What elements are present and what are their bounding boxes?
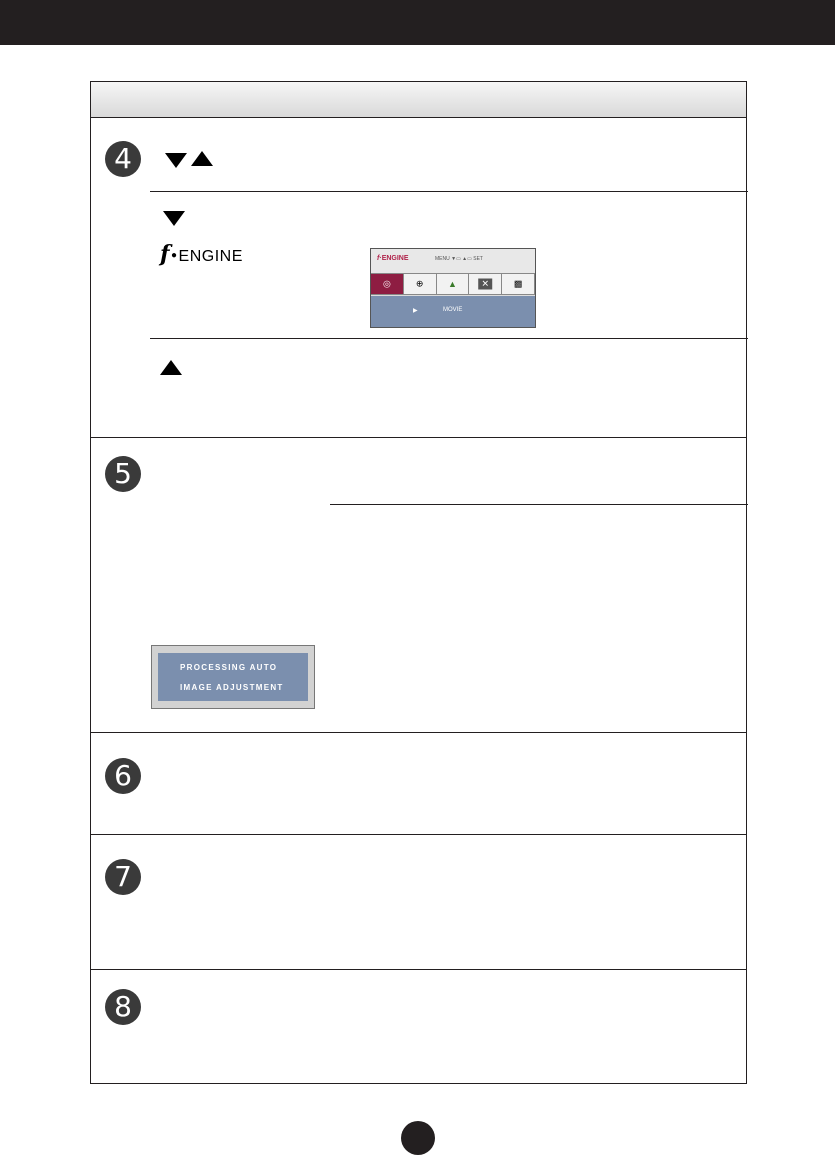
osd-brand-dot: ·: [379, 255, 382, 262]
osd-nav-hints: [435, 256, 483, 262]
processing-line-1: PROCESSING AUTO: [180, 663, 278, 672]
section-divider: [90, 969, 746, 970]
page-header-bar: [0, 0, 835, 45]
processing-panel: [158, 653, 308, 701]
fengine-f-glyph: f: [160, 241, 170, 267]
processing-line-2: IMAGE ADJUSTMENT: [180, 683, 284, 692]
sub-divider: [330, 504, 748, 505]
step-number-badge: 7: [105, 859, 141, 895]
osd-menu-label: MENU: [435, 256, 450, 262]
osd-pointer-icon: ▶: [413, 308, 418, 314]
section-divider: [90, 437, 746, 438]
osd-brand: [377, 255, 409, 262]
down-arrow-icon: [165, 153, 187, 168]
osd-title-row: [371, 249, 535, 273]
osd-mode-icons: [371, 273, 535, 295]
page-number-dot: [401, 1121, 435, 1155]
step-number-badge: 5: [105, 456, 141, 492]
osd-down-icon: ▼▭ ▲▭: [451, 256, 472, 262]
content-frame: [90, 81, 747, 1084]
contrast-icon: ▩: [502, 273, 535, 295]
close-icon: ✕: [469, 273, 502, 295]
osd-brand-word: ENGINE: [381, 255, 409, 262]
processing-osd-box: [151, 645, 315, 709]
fengine-osd-menu: [370, 248, 536, 328]
osd-selected-row: [371, 296, 535, 327]
section-divider: [90, 834, 746, 835]
table-header-bar: [91, 82, 746, 118]
down-arrow-icon: [163, 211, 185, 226]
up-arrow-icon: [160, 360, 182, 375]
fengine-logo: [160, 241, 243, 267]
step-number-badge: 6: [105, 758, 141, 794]
step-number-badge: 4: [105, 141, 141, 177]
fengine-word: ENGINE: [178, 248, 243, 265]
sub-divider: [150, 338, 748, 339]
sub-divider: [150, 191, 748, 192]
osd-selected-mode: MOVIE: [443, 307, 463, 313]
picture-icon: ▲: [437, 273, 470, 295]
globe-icon: ⊕: [404, 273, 437, 295]
movie-reel-icon: ◎: [371, 273, 404, 295]
up-arrow-icon: [191, 151, 213, 166]
osd-brand-f: f: [377, 255, 380, 262]
fengine-dot: ●: [170, 250, 178, 261]
osd-set-label: SET: [473, 256, 483, 262]
section-divider: [90, 732, 746, 733]
step-number-badge: 8: [105, 989, 141, 1025]
